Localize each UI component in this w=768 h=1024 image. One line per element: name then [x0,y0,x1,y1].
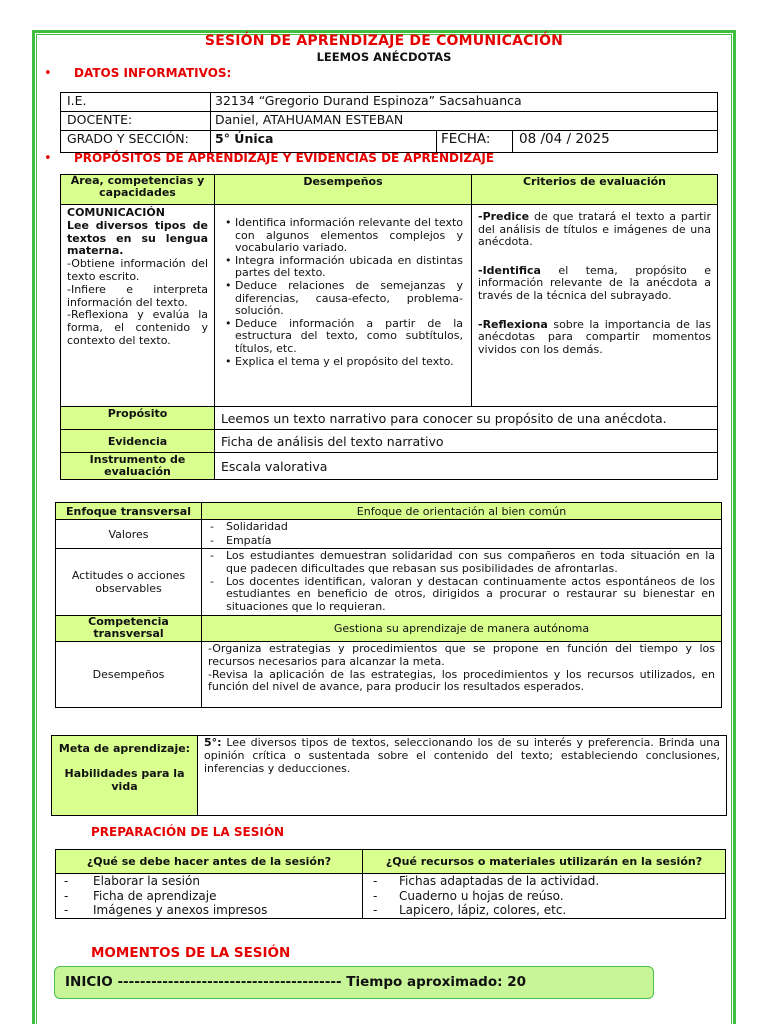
actitud-item: - Los docentes identifican, valoran y destacan continuamente actos espontáneos de los estudiantes en beneficio de otros, dirigidos a procurar o restaurar su bienestar en situaciones que lo requieran. [206,576,715,614]
momentos-section-title: MOMENTOS DE LA SESIÓN [91,945,291,961]
valor-item: - Solidaridad [206,520,717,534]
fecha-label: FECHA: [437,131,513,153]
session-title: SESIÓN DE APRENDIZAJE DE COMUNICACIÓN [204,33,564,49]
recursos-header: ¿Qué recursos o materiales utilizarán en la sesión? [363,850,726,874]
area-header: Área, competencias y capacidades [61,175,215,205]
desempeno-item: • Deduce información a partir de la estructura del texto, como subtítulos, títulos, etc. [225,318,463,356]
evidencia-label: Evidencia [61,430,215,453]
antes-item: - Imágenes y anexos impresos [60,903,358,918]
recurso-item: - Lapicero, lápiz, colores, etc. [369,903,719,918]
desempenos-transversal-label: Desempeños [56,641,202,707]
actitudes-label: Actitudes o acciones observables [56,549,202,616]
valor-item: - Empatía [206,534,717,548]
desempeno-item: • Deduce relaciones de semejanzas y diferencias, causa-efecto, problema-solución. [225,280,463,318]
desempeno-item: • Explica el tema y el propósito del texto. [225,356,463,369]
instrumento-label: Instrumento de evaluación [61,453,215,480]
docente-label: DOCENTE: [61,112,211,131]
recurso-item: - Fichas adaptadas de la actividad. [369,874,719,889]
antes-item: - Ficha de aprendizaje [60,889,358,904]
antes-cell [56,874,363,919]
desempenos-header: Desempeños [215,175,472,205]
propositos-table [60,174,718,480]
preparacion-section-title: PREPARACIÓN DE LA SESIÓN [91,825,285,839]
criterios-header: Criterios de evaluación [472,175,718,205]
docente-value: Daniel, ATAHUAMAN ESTEBAN [211,112,718,131]
proposito-value: Leemos un texto narrativo para conocer su propósito de una anécdota. [215,407,718,430]
antes-header: ¿Qué se debe hacer antes de la sesión? [56,850,363,874]
actitudes-cell [202,549,722,616]
criterios-cell [472,205,718,407]
enfoque-value: Enfoque de orientación al bien común [202,503,722,520]
recurso-item: - Cuaderno u hojas de reúso. [369,889,719,904]
competencia-transversal-label: Competencia transversal [56,615,202,641]
criterio-text: de que tratará el texto a partir del análisis de títulos e imágenes de una anécdota. [478,210,711,249]
meta-text-cell [198,736,727,816]
meta-text: Lee diversos tipos de textos, seleccionando los de su interés y preferencia. Brinda una opinión crítica o sustentada sobre el contenido del texto; estableciendo conclusiones, inferencias y deducciones. [204,736,720,776]
desempeno-item: • Identifica información relevante del texto con algunos elementos complejos y vocabulario variado. [225,217,463,255]
session-subtitle: LEEMOS ANÉCDOTAS [316,50,452,64]
criterio-verb: -Predice [478,210,530,223]
propositos-section-title: PROPÓSITOS DE APRENDIZAJE Y EVIDENCIAS DE APRENDIZAJE [74,151,495,165]
desempenos-transversal-cell [202,641,722,707]
meta-label: Meta de aprendizaje: [58,742,191,755]
recursos-cell [363,874,726,919]
capacidad-item: -Infiere e interpreta información del texto. [67,282,208,309]
ie-label: I.E. [61,93,211,112]
valores-cell [202,520,722,549]
antes-item: - Elaborar la sesión [60,874,358,889]
desempenos-cell [215,205,472,407]
meta-grade: 5°: [204,736,222,749]
datos-section-title: DATOS INFORMATIVOS: [74,66,232,80]
valores-label: Valores [56,520,202,549]
instrumento-value: Escala valorativa [215,453,718,480]
meta-label-cell [52,736,198,816]
actitud-item: - Los estudiantes demuestran solidaridad con sus compañeros en toda situación en la que padecen dificultades que rebasan sus posibilidades de afrontarlas. [206,550,715,576]
desempeno-item: • Integra información ubicada en distintas partes del texto. [225,255,463,280]
grado-value: 5° Única [211,131,437,153]
area-cell [61,205,215,407]
capacidad-item: -Obtiene información del texto escrito. [67,257,208,283]
bullet-icon: • [44,151,52,166]
meta-table [51,735,727,816]
grado-label: GRADO Y SECCIÓN: [61,131,211,153]
preparacion-table [55,849,726,919]
desempeno-transversal-item: -Revisa la aplicación de las estrategias, los procedimientos y los recursos utilizados, en función del nivel de avance, para producir los resultados esperados. [208,667,715,694]
ie-value: 32134 “Gregorio Durand Espinoza” Sacsahuanca [211,93,718,112]
area-name: COMUNICACIÓN [67,206,165,219]
inicio-bar: INICIO ---------------------------------------- Tiempo aproximado: 20 [54,966,654,999]
competencia-transversal-value: Gestiona su aprendizaje de manera autónoma [202,615,722,641]
desempeno-transversal-item: -Organiza estrategias y procedimientos que se propone en función del tiempo y los recursos necesarios para alcanzar la meta. [208,641,715,668]
habilidades-label: Habilidades para la vida [64,767,185,793]
enfoque-label: Enfoque transversal [56,503,202,520]
criterio-text: el tema, propósito e información relevante de la anécdota a través de la técnica del subrayado. [478,263,711,302]
criterio-verb: -Identifica [478,263,541,277]
bullet-icon: • [44,66,52,81]
enfoque-table [55,502,722,708]
criterio-verb: -Reflexiona [478,317,548,331]
capacidad-item: -Reflexiona y evalúa la forma, el contenido y contexto del texto. [67,308,208,347]
evidencia-value: Ficha de análisis del texto narrativo [215,430,718,453]
proposito-label: Propósito [61,407,215,430]
fecha-value: 08 /04 / 2025 [513,131,718,153]
datos-table [60,92,718,153]
criterio-text: sobre la importancia de las anécdotas para compartir momentos vividos con los demás. [478,317,711,356]
competencia-text: Lee diversos tipos de textos en su lengua materna. [67,218,208,258]
